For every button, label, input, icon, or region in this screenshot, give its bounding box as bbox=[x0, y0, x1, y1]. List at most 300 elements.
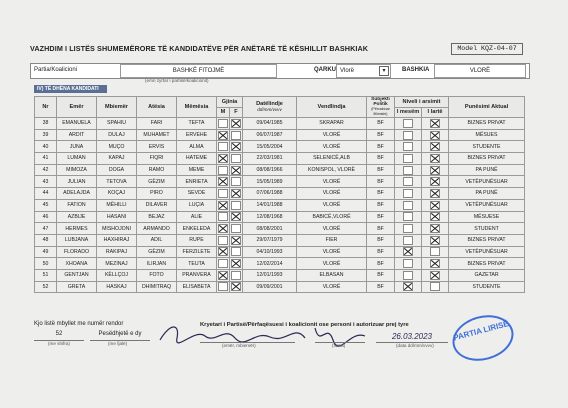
cell-mesem bbox=[395, 211, 422, 223]
gender-m-checkbox[interactable] bbox=[218, 282, 228, 291]
date-field[interactable]: 26.03.2023 bbox=[376, 332, 448, 343]
col-datelindje bbox=[243, 97, 297, 118]
edu-mesem-checkbox[interactable] bbox=[403, 271, 413, 280]
edu-larte-checkbox[interactable] bbox=[430, 201, 440, 210]
cell-date: 08/08/1966 bbox=[243, 164, 297, 176]
col-datelindje-label: Datëlindje bbox=[256, 101, 283, 107]
col-arsimi: Niveli i arsimit bbox=[395, 97, 449, 108]
cell-nr: 46 bbox=[35, 211, 57, 223]
table-row bbox=[35, 176, 525, 188]
cell-subjekt: BF bbox=[367, 129, 395, 141]
cell-subjekt: BF bbox=[367, 188, 395, 200]
cell-emer: AZBIJE bbox=[57, 211, 97, 223]
edu-mesem-checkbox[interactable] bbox=[403, 177, 413, 186]
cell-larte bbox=[422, 164, 449, 176]
cell-f bbox=[230, 223, 243, 235]
cell-larte bbox=[422, 258, 449, 270]
cell-date: 06/07/1987 bbox=[243, 129, 297, 141]
cell-vendlindja: SELENICË,ALB bbox=[297, 153, 367, 165]
signer-name-field[interactable] bbox=[200, 334, 295, 343]
col-m: M bbox=[217, 107, 230, 118]
cell-punesimi: BIZNES PRIVAT bbox=[449, 153, 525, 165]
cell-larte bbox=[422, 176, 449, 188]
cell-memesia: HATEME bbox=[177, 153, 217, 165]
edu-larte-checkbox[interactable] bbox=[430, 271, 440, 280]
cell-mbiemer: MISHOJONI bbox=[97, 223, 137, 235]
cell-nr: 44 bbox=[35, 188, 57, 200]
cell-f bbox=[230, 164, 243, 176]
cell-memesia: FERZILETE bbox=[177, 246, 217, 258]
edu-larte-checkbox[interactable] bbox=[430, 142, 440, 151]
cell-date: 07/06/1988 bbox=[243, 188, 297, 200]
col-mesem: I mesëm bbox=[395, 107, 422, 118]
cell-date: 29/07/1979 bbox=[243, 234, 297, 246]
cell-punesimi: MËSUESE bbox=[449, 211, 525, 223]
list-end-number-field[interactable]: 52 bbox=[34, 331, 84, 341]
gender-f-checkbox[interactable] bbox=[231, 271, 241, 280]
cell-emer: GENTJAN bbox=[57, 269, 97, 281]
cell-mesem bbox=[395, 153, 422, 165]
edu-larte-checkbox[interactable] bbox=[430, 177, 440, 186]
cell-emer: MIMOZA bbox=[57, 164, 97, 176]
cell-vendlindja: KONISPOL, VLORË bbox=[297, 164, 367, 176]
cell-date: 15/05/2004 bbox=[243, 141, 297, 153]
table-row bbox=[35, 258, 525, 270]
cell-memesia: TEFTA bbox=[177, 118, 217, 130]
cell-mbiemer: KËLLÇOJ bbox=[97, 269, 137, 281]
cell-subjekt: BF bbox=[367, 176, 395, 188]
edu-mesem-checkbox[interactable] bbox=[403, 189, 413, 198]
cell-m bbox=[217, 153, 230, 165]
cell-atesia: RAMO bbox=[137, 164, 177, 176]
cell-nr: 50 bbox=[35, 258, 57, 270]
cell-vendlindja: VLORË bbox=[297, 176, 367, 188]
edu-larte-checkbox[interactable] bbox=[430, 166, 440, 175]
cell-date: 09/04/1985 bbox=[243, 118, 297, 130]
cell-subjekt: BF bbox=[367, 164, 395, 176]
col-datelindje-format: dd/mm/vvvv bbox=[257, 107, 282, 112]
edu-mesem-checkbox[interactable] bbox=[403, 236, 413, 245]
table-row bbox=[35, 223, 525, 235]
cell-subjekt: BF bbox=[367, 258, 395, 270]
cell-atesia: PIRO bbox=[137, 188, 177, 200]
cell-nr: 48 bbox=[35, 234, 57, 246]
cell-mbiemer: SPAHIU bbox=[97, 118, 137, 130]
col-punesimi: Punësimi Aktual bbox=[449, 97, 525, 118]
cell-mbiemer: HASKAJ bbox=[97, 281, 137, 293]
document-title: VAZHDIM I LISTËS SHUMEMËRORE TË KANDIDATËVE PËR ANËTARË TË KËSHILLIT BASHKIAK bbox=[30, 44, 369, 53]
cell-memesia: RUPE bbox=[177, 234, 217, 246]
edu-larte-checkbox[interactable] bbox=[430, 131, 440, 140]
cell-date: 14/01/1988 bbox=[243, 199, 297, 211]
cell-nr: 47 bbox=[35, 223, 57, 235]
cell-mbiemer: HAXHIRAJ bbox=[97, 234, 137, 246]
table-row bbox=[35, 234, 525, 246]
cell-memesia: MEME bbox=[177, 164, 217, 176]
cell-vendlindja: VLORË bbox=[297, 223, 367, 235]
cell-mesem bbox=[395, 223, 422, 235]
cell-mbiemer: TETOVA bbox=[97, 176, 137, 188]
cell-punesimi: STUDENT bbox=[449, 223, 525, 235]
cell-atesia: DILAVER bbox=[137, 199, 177, 211]
cell-subjekt: BF bbox=[367, 211, 395, 223]
cell-mbiemer: MËHILLI bbox=[97, 199, 137, 211]
cell-punesimi: STUDENTE bbox=[449, 281, 525, 293]
gender-f-checkbox[interactable] bbox=[231, 142, 241, 151]
cell-mesem bbox=[395, 281, 422, 293]
cell-f bbox=[230, 258, 243, 270]
cell-m bbox=[217, 176, 230, 188]
col-gjinia: Gjinia bbox=[217, 97, 243, 108]
edu-mesem-checkbox[interactable] bbox=[403, 166, 413, 175]
cell-emer: JULIAN bbox=[57, 176, 97, 188]
edu-mesem-checkbox[interactable] bbox=[403, 154, 413, 163]
cell-mesem bbox=[395, 176, 422, 188]
cell-atesia: ILIRJAN bbox=[137, 258, 177, 270]
cell-m bbox=[217, 258, 230, 270]
cell-punesimi: VETËPUNËSUAR bbox=[449, 176, 525, 188]
col-subjekt-sub: (Përcaktuar fillimisht) bbox=[371, 107, 390, 116]
cell-nr: 41 bbox=[35, 153, 57, 165]
bashkia-label: BASHKIA bbox=[402, 67, 430, 73]
signature-field[interactable] bbox=[315, 334, 365, 343]
cell-subjekt: BF bbox=[367, 199, 395, 211]
cell-nr: 43 bbox=[35, 176, 57, 188]
edu-larte-checkbox[interactable] bbox=[430, 282, 440, 291]
cell-memesia: ENRIETA bbox=[177, 176, 217, 188]
cell-punesimi: PA PUNË bbox=[449, 188, 525, 200]
table-row bbox=[35, 246, 525, 258]
col-subjekt-label: Subjekti Politik bbox=[371, 97, 390, 107]
cell-nr: 42 bbox=[35, 164, 57, 176]
edu-larte-checkbox[interactable] bbox=[430, 119, 440, 128]
table-row bbox=[35, 153, 525, 165]
gender-m-checkbox[interactable] bbox=[218, 166, 228, 175]
edu-larte-checkbox[interactable] bbox=[430, 212, 440, 221]
cell-f bbox=[230, 269, 243, 281]
cell-f bbox=[230, 176, 243, 188]
chevron-down-icon[interactable]: ▾ bbox=[379, 66, 389, 76]
gender-m-checkbox[interactable] bbox=[218, 177, 228, 186]
cell-emer: FATION bbox=[57, 199, 97, 211]
cell-punesimi: BIZNES PRIVAT bbox=[449, 234, 525, 246]
cell-atesia: ERVIS bbox=[137, 141, 177, 153]
table-row bbox=[35, 141, 525, 153]
list-end-label: Kjo listë mbyllet me numër rendor bbox=[34, 321, 124, 327]
cell-date: 09/09/2001 bbox=[243, 281, 297, 293]
cell-emer: XHOANA bbox=[57, 258, 97, 270]
cell-m bbox=[217, 281, 230, 293]
cell-nr: 38 bbox=[35, 118, 57, 130]
cell-f bbox=[230, 234, 243, 246]
cell-memesia: ELISABETA bbox=[177, 281, 217, 293]
candidates-table bbox=[34, 96, 525, 293]
gender-f-checkbox[interactable] bbox=[231, 259, 241, 268]
sub-number-label: (me shifra) bbox=[48, 341, 70, 346]
gender-f-checkbox[interactable] bbox=[231, 212, 241, 221]
cell-subjekt: BF bbox=[367, 141, 395, 153]
cell-emer: LUBJANA bbox=[57, 234, 97, 246]
cell-date: 12/08/1968 bbox=[243, 211, 297, 223]
cell-nr: 45 bbox=[35, 199, 57, 211]
gender-f-checkbox[interactable] bbox=[231, 201, 241, 210]
gender-m-checkbox[interactable] bbox=[218, 271, 228, 280]
cell-larte bbox=[422, 246, 449, 258]
cell-vendlindja: VLORË bbox=[297, 188, 367, 200]
cell-m bbox=[217, 164, 230, 176]
table-row bbox=[35, 118, 525, 130]
bashkia-field[interactable]: VLORË bbox=[434, 64, 526, 78]
party-sub-label: (emri zyrtar i partisë/koalicionit) bbox=[145, 78, 209, 83]
date-sub-label: (data dd/mm/vvvv) bbox=[396, 343, 434, 348]
cell-atesia: MUHAMET bbox=[137, 129, 177, 141]
cell-mesem bbox=[395, 258, 422, 270]
edu-larte-checkbox[interactable] bbox=[430, 224, 440, 233]
table-row bbox=[35, 188, 525, 200]
cell-subjekt: BF bbox=[367, 234, 395, 246]
cell-larte bbox=[422, 153, 449, 165]
qarku-value: Vlorë bbox=[340, 68, 355, 74]
gender-m-checkbox[interactable] bbox=[218, 154, 228, 163]
edu-mesem-checkbox[interactable] bbox=[403, 131, 413, 140]
cell-nr: 51 bbox=[35, 269, 57, 281]
cell-date: 12/02/2014 bbox=[243, 258, 297, 270]
cell-larte bbox=[422, 141, 449, 153]
cell-subjekt: BF bbox=[367, 269, 395, 281]
cell-atesia: FOTO bbox=[137, 269, 177, 281]
cell-m bbox=[217, 269, 230, 281]
cell-larte bbox=[422, 223, 449, 235]
gender-m-checkbox[interactable] bbox=[218, 224, 228, 233]
signer-label: Kryetari i Partisë/Përfaqësuesi i koalicionit ose personi i autorizuar prej tyre bbox=[200, 322, 409, 328]
cell-memesia: LUÇIA bbox=[177, 199, 217, 211]
cell-nr: 49 bbox=[35, 246, 57, 258]
gender-f-checkbox[interactable] bbox=[231, 189, 241, 198]
cell-mesem bbox=[395, 129, 422, 141]
cell-vendlindja: VLORË bbox=[297, 199, 367, 211]
cell-atesia: FARI bbox=[137, 118, 177, 130]
cell-m bbox=[217, 234, 230, 246]
gender-f-checkbox[interactable] bbox=[231, 154, 241, 163]
cell-emer: HERMES bbox=[57, 223, 97, 235]
cell-f bbox=[230, 118, 243, 130]
edu-larte-checkbox[interactable] bbox=[430, 154, 440, 163]
edu-mesem-checkbox[interactable] bbox=[403, 119, 413, 128]
cell-date: 12/01/1993 bbox=[243, 269, 297, 281]
cell-m bbox=[217, 118, 230, 130]
cell-m bbox=[217, 141, 230, 153]
cell-emer: LUMAN bbox=[57, 153, 97, 165]
col-subjekt bbox=[367, 97, 395, 118]
gender-m-checkbox[interactable] bbox=[218, 236, 228, 245]
cell-subjekt: BF bbox=[367, 281, 395, 293]
cell-larte bbox=[422, 129, 449, 141]
cell-larte bbox=[422, 211, 449, 223]
cell-f bbox=[230, 153, 243, 165]
cell-nr: 40 bbox=[35, 141, 57, 153]
gender-f-checkbox[interactable] bbox=[231, 224, 241, 233]
cell-f bbox=[230, 188, 243, 200]
cell-emer: FLORADO bbox=[57, 246, 97, 258]
cell-mbiemer: DOGA bbox=[97, 164, 137, 176]
cell-f bbox=[230, 211, 243, 223]
signer-sub-label: (emër, mbiemër) bbox=[222, 343, 256, 348]
cell-subjekt: BF bbox=[367, 118, 395, 130]
model-code: Model KQZ-04-07 bbox=[451, 43, 523, 55]
cell-nr: 52 bbox=[35, 281, 57, 293]
table-row bbox=[35, 199, 525, 211]
qarku-label: QARKU bbox=[314, 67, 336, 73]
cell-m bbox=[217, 246, 230, 258]
cell-vendlindja: VLORË bbox=[297, 141, 367, 153]
cell-emer: ADELAJDA bbox=[57, 188, 97, 200]
cell-mesem bbox=[395, 246, 422, 258]
table-row bbox=[35, 211, 525, 223]
cell-mesem bbox=[395, 234, 422, 246]
cell-emer: GRETA bbox=[57, 281, 97, 293]
cell-mesem bbox=[395, 199, 422, 211]
gender-m-checkbox[interactable] bbox=[218, 189, 228, 198]
cell-m bbox=[217, 129, 230, 141]
cell-mesem bbox=[395, 118, 422, 130]
cell-atesia: GËZIM bbox=[137, 176, 177, 188]
edu-mesem-checkbox[interactable] bbox=[403, 212, 413, 221]
cell-atesia: FIQRI bbox=[137, 153, 177, 165]
cell-mesem bbox=[395, 141, 422, 153]
section-label: IV) TË DHËNA KANDIDATI bbox=[34, 85, 107, 93]
cell-larte bbox=[422, 234, 449, 246]
cell-m bbox=[217, 211, 230, 223]
table-row bbox=[35, 269, 525, 281]
list-end-words-field[interactable]: Pesëdhjetë e dy bbox=[90, 331, 150, 341]
gender-f-checkbox[interactable] bbox=[231, 119, 241, 128]
cell-f bbox=[230, 281, 243, 293]
cell-f bbox=[230, 246, 243, 258]
cell-punesimi: GAZETAR bbox=[449, 269, 525, 281]
edu-mesem-checkbox[interactable] bbox=[403, 224, 413, 233]
edu-larte-checkbox[interactable] bbox=[430, 236, 440, 245]
cell-memesia: ALIE bbox=[177, 211, 217, 223]
cell-vendlindja: FIER bbox=[297, 234, 367, 246]
cell-subjekt: BF bbox=[367, 153, 395, 165]
table-row bbox=[35, 164, 525, 176]
cell-mesem bbox=[395, 269, 422, 281]
cell-mesem bbox=[395, 164, 422, 176]
cell-atesia: ARMANDO bbox=[137, 223, 177, 235]
sign-sub-label: (firma) bbox=[332, 343, 346, 348]
col-larte: I lartë bbox=[422, 107, 449, 118]
gender-m-checkbox[interactable] bbox=[218, 201, 228, 210]
edu-mesem-checkbox[interactable] bbox=[403, 201, 413, 210]
candidates-body bbox=[35, 118, 525, 293]
cell-f bbox=[230, 129, 243, 141]
cell-emer: EMANUELA bbox=[57, 118, 97, 130]
cell-memesia: TEUTA bbox=[177, 258, 217, 270]
edu-larte-checkbox[interactable] bbox=[430, 259, 440, 268]
cell-vendlindja: VLORË bbox=[297, 281, 367, 293]
gender-m-checkbox[interactable] bbox=[218, 247, 228, 256]
cell-punesimi: STUDENTE bbox=[449, 141, 525, 153]
cell-punesimi: BIZNES PRIVAT bbox=[449, 118, 525, 130]
edu-mesem-checkbox[interactable] bbox=[403, 259, 413, 268]
col-emer: Emër bbox=[57, 97, 97, 118]
cell-punesimi: VETËPUNËSUAR bbox=[449, 199, 525, 211]
gender-f-checkbox[interactable] bbox=[231, 247, 241, 256]
party-label: Partia/Koalicioni bbox=[34, 67, 78, 73]
col-nr: Nr bbox=[35, 97, 57, 118]
cell-mbiemer: HASANI bbox=[97, 211, 137, 223]
cell-vendlindja: ELBASAN bbox=[297, 269, 367, 281]
cell-mbiemer: DULAJ bbox=[97, 129, 137, 141]
cell-subjekt: BF bbox=[367, 246, 395, 258]
party-name-field[interactable]: BASHKË FITOJMË bbox=[120, 64, 277, 78]
qarku-select[interactable] bbox=[336, 64, 391, 78]
col-memesia: Mëmësia bbox=[177, 97, 217, 118]
cell-memesia: ENKELEDA bbox=[177, 223, 217, 235]
cell-larte bbox=[422, 269, 449, 281]
cell-atesia: DHIMITRAQ bbox=[137, 281, 177, 293]
gender-f-checkbox[interactable] bbox=[231, 166, 241, 175]
edu-larte-checkbox[interactable] bbox=[430, 189, 440, 198]
cell-date: 08/08/2001 bbox=[243, 223, 297, 235]
col-mbiemer: Mbiemër bbox=[97, 97, 137, 118]
cell-atesia: BEJAZ bbox=[137, 211, 177, 223]
cell-f bbox=[230, 141, 243, 153]
edu-mesem-checkbox[interactable] bbox=[403, 247, 413, 256]
cell-larte bbox=[422, 188, 449, 200]
cell-m bbox=[217, 199, 230, 211]
cell-mesem bbox=[395, 188, 422, 200]
gender-f-checkbox[interactable] bbox=[231, 236, 241, 245]
cell-larte bbox=[422, 118, 449, 130]
cell-emer: ARDIT bbox=[57, 129, 97, 141]
gender-m-checkbox[interactable] bbox=[218, 259, 228, 268]
edu-mesem-checkbox[interactable] bbox=[403, 142, 413, 151]
cell-vendlindja: VLORË bbox=[297, 129, 367, 141]
cell-emer: JUNA bbox=[57, 141, 97, 153]
cell-nr: 39 bbox=[35, 129, 57, 141]
cell-punesimi: PA PUNË bbox=[449, 164, 525, 176]
cell-memesia: ALMA bbox=[177, 141, 217, 153]
cell-mbiemer: MEZINAJ bbox=[97, 258, 137, 270]
table-row bbox=[35, 129, 525, 141]
cell-memesia: ERVEHE bbox=[177, 129, 217, 141]
gender-m-checkbox[interactable] bbox=[218, 212, 228, 221]
col-vendlindja: Vendlindja bbox=[297, 97, 367, 118]
gender-f-checkbox[interactable] bbox=[231, 282, 241, 291]
cell-m bbox=[217, 223, 230, 235]
gender-m-checkbox[interactable] bbox=[218, 142, 228, 151]
col-atesia: Atësia bbox=[137, 97, 177, 118]
edu-larte-checkbox[interactable] bbox=[430, 247, 440, 256]
gender-f-checkbox[interactable] bbox=[231, 131, 241, 140]
edu-mesem-checkbox[interactable] bbox=[403, 282, 413, 291]
table-row bbox=[35, 281, 525, 293]
cell-punesimi: BIZNES PRIVAT bbox=[449, 258, 525, 270]
sub-words-label: (me fjalë) bbox=[108, 341, 128, 346]
cell-date: 04/10/1993 bbox=[243, 246, 297, 258]
cell-date: 22/03/1981 bbox=[243, 153, 297, 165]
gender-f-checkbox[interactable] bbox=[231, 177, 241, 186]
cell-mbiemer: MUÇO bbox=[97, 141, 137, 153]
cell-memesia: PRANVERA bbox=[177, 269, 217, 281]
cell-atesia: GËZIM bbox=[137, 246, 177, 258]
cell-vendlindja: VLORË bbox=[297, 246, 367, 258]
gender-m-checkbox[interactable] bbox=[218, 131, 228, 140]
cell-memesia: SEVDE bbox=[177, 188, 217, 200]
gender-m-checkbox[interactable] bbox=[218, 119, 228, 128]
cell-punesimi: VETËPUNËSUAR bbox=[449, 246, 525, 258]
